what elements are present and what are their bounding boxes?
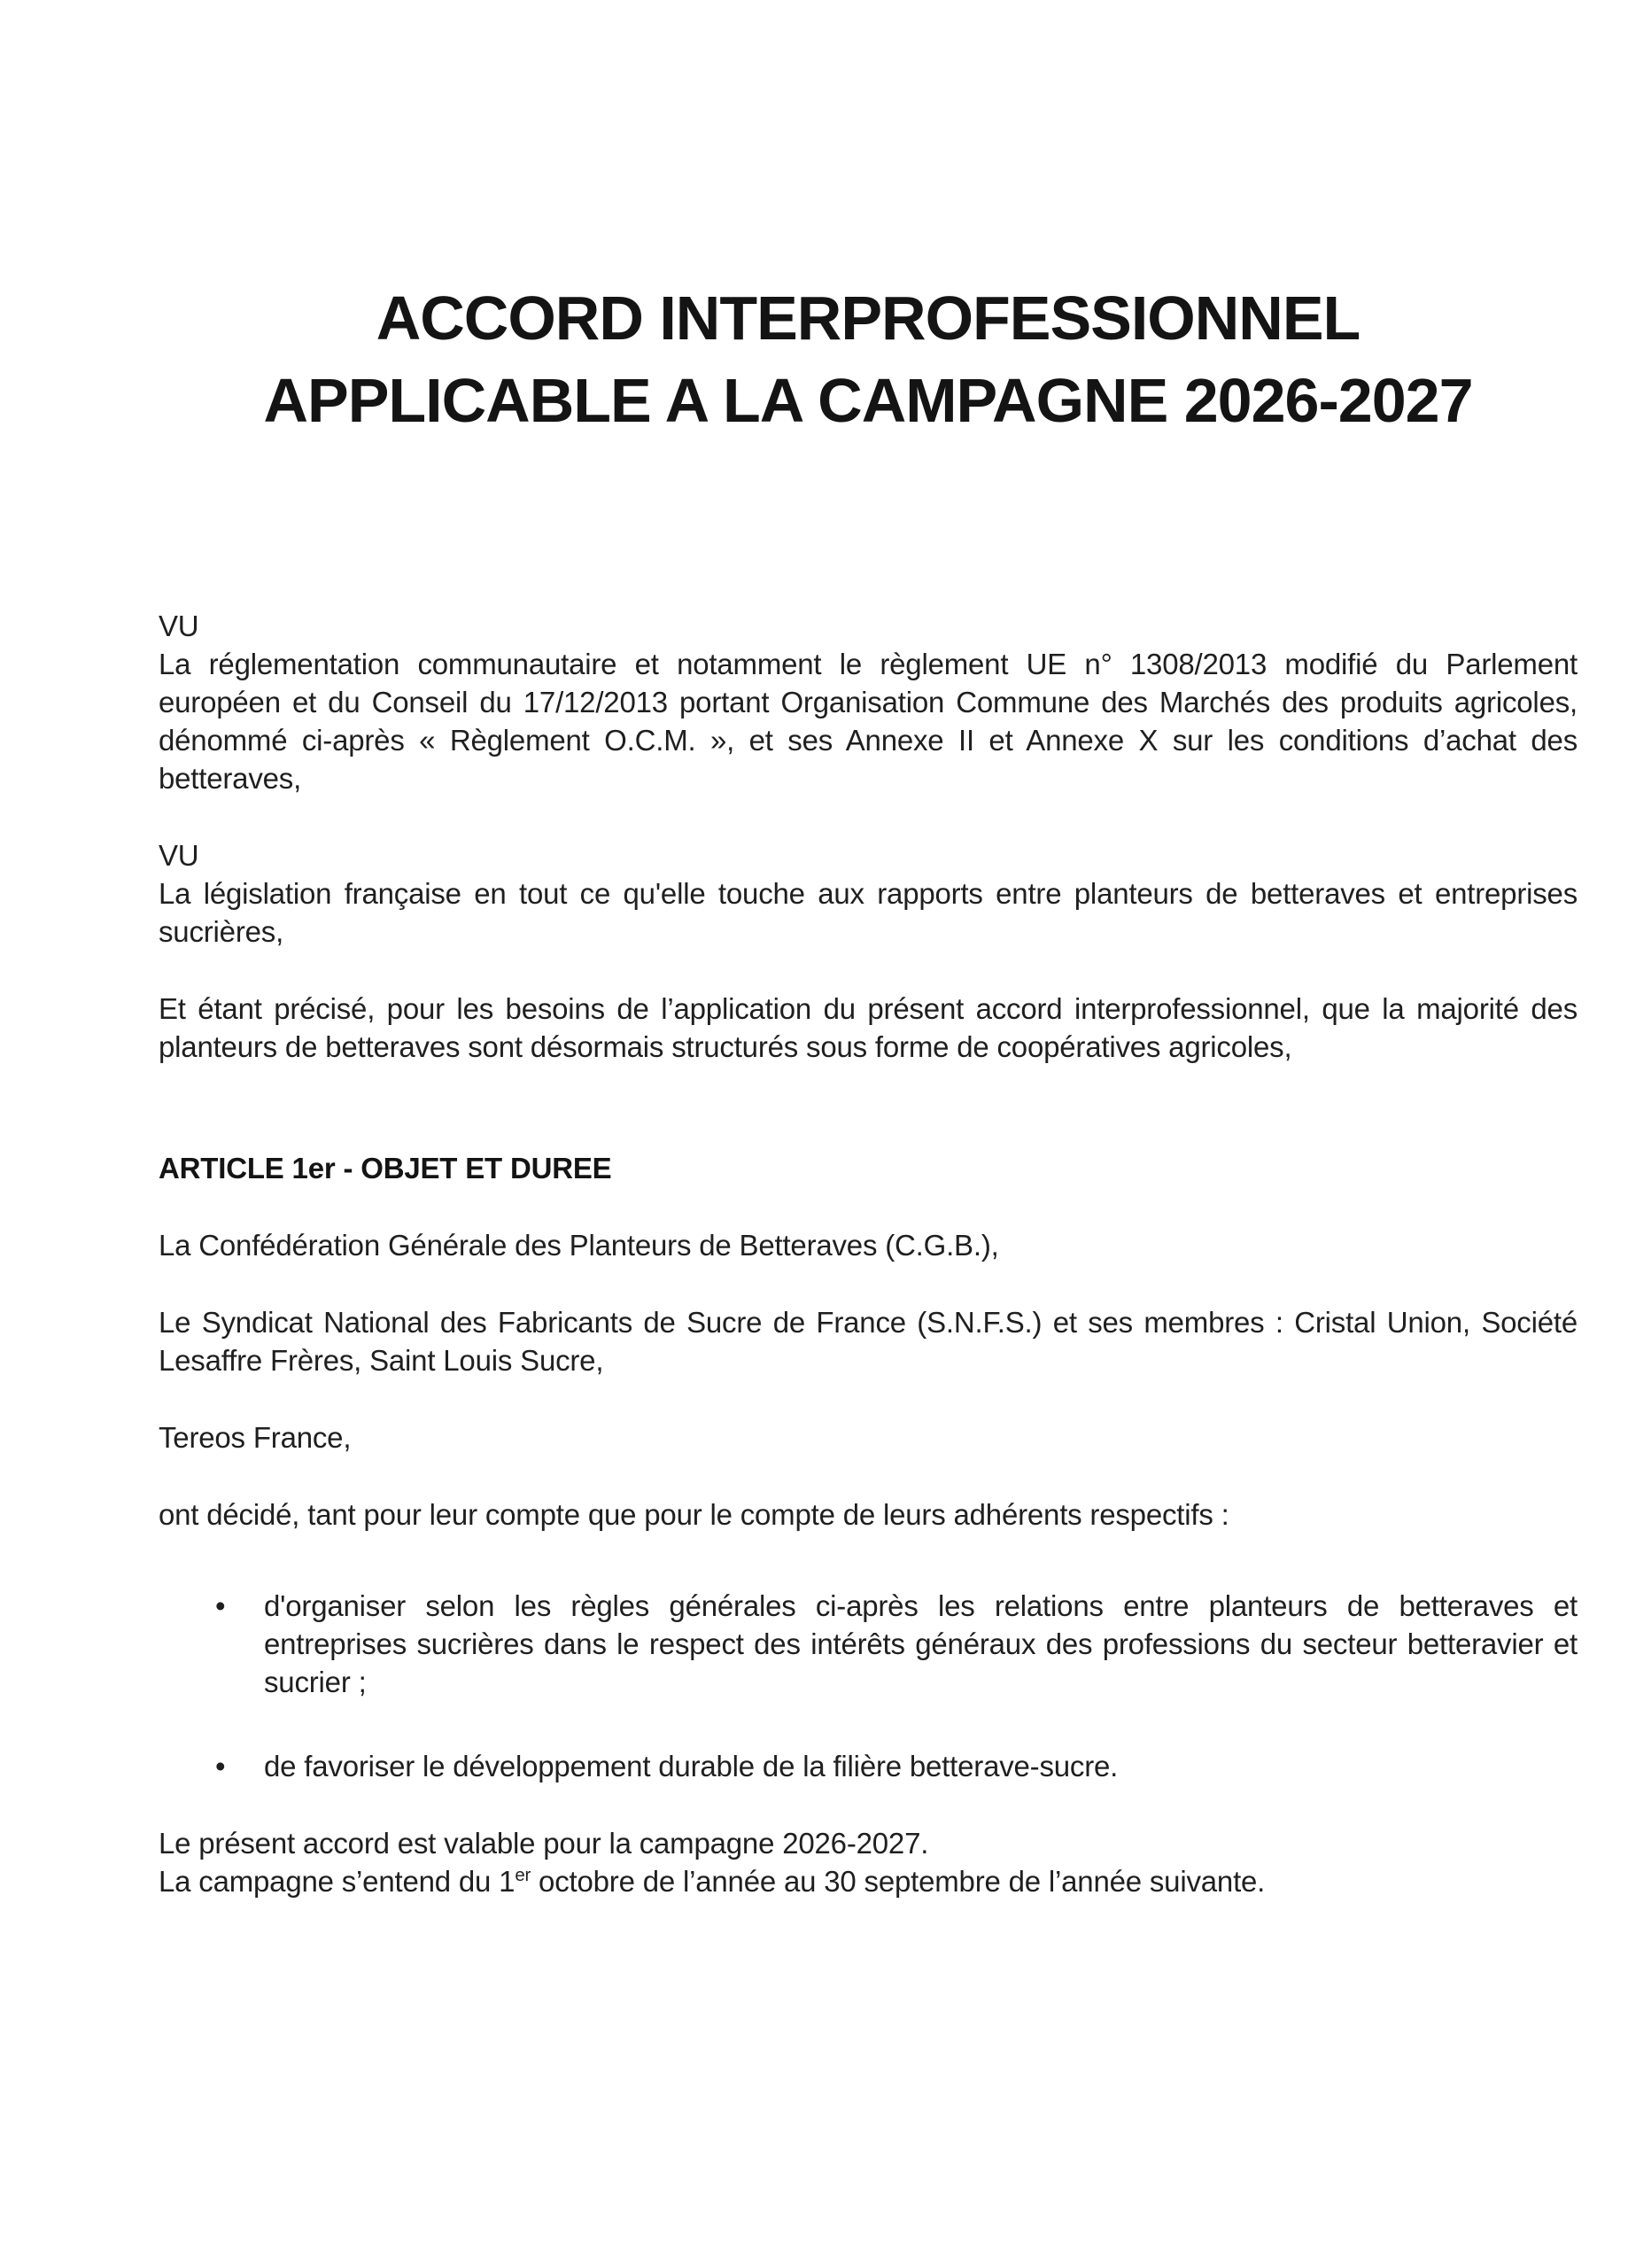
party-cgb: La Confédération Générale des Planteurs de Betteraves (C.G.B.), [159,1229,999,1262]
party-tereos: Tereos France, [159,1421,352,1454]
validity-line-1: Le présent accord est valable pour la campagne 2026-2027. [159,1827,929,1860]
article-1-heading: ARTICLE 1er - OBJET ET DUREE [159,1152,612,1184]
bullet-item-favoriser: • de favoriser le développement durable de la filière betterave-sucre. [264,1747,1578,1785]
validity-line-2-suffix: octobre de l’année au 30 septembre de l’année suivante. [531,1865,1266,1898]
vu-clause-1 [159,607,1578,797]
vu-clause-2 [159,836,1578,951]
document-title [159,277,1578,442]
vu-clause-1-text: La réglementation communautaire et notamment le règlement UE n° 1308/2013 modifié du Parlement européen et du Conseil du 17/12/2013 portant Organisation Commune des Marchés des produits agricoles, dénommé ci-après « Règlement O.C.M. », et ses Annexe II et Annexe X sur les conditions d’achat des betteraves, [159,648,1578,795]
vu-clause-1-label: VU [159,610,199,642]
title-line-1: ACCORD INTERPROFESSIONNEL [376,284,1361,353]
title-line-2: APPLICABLE A LA CAMPAGNE 2026-2027 [263,366,1473,435]
vu-clause-2-label: VU [159,839,199,872]
vu-clause-2-text: La législation française en tout ce qu'elle touche aux rapports entre planteurs de betteraves et entreprises sucrières, [159,877,1578,948]
validity-paragraph [159,1824,1578,1900]
party-snfs: Le Syndicat National des Fabricants de Sucre de France (S.N.F.S.) et ses membres : Cristal Union, Société Lesaffre Frères, Saint Louis Sucre, [159,1306,1578,1377]
validity-ordinal-superscript: er [515,1865,531,1885]
precision-paragraph: Et étant précisé, pour les besoins de l’application du présent accord interprofessionnel, que la majorité des planteurs de betteraves sont désormais structurés sous forme de coopératives agricoles, [159,992,1578,1063]
bullet-item-organiser: • d'organiser selon les règles générales ci-après les relations entre planteurs de betteraves et entreprises sucrières dans le respect des intérêts généraux des professions du secteur betteravier et sucrier ; [264,1587,1578,1701]
decision-intro: ont décidé, tant pour leur compte que pour le compte de leurs adhérents respectifs : [159,1498,1229,1531]
validity-line-2 [159,1865,1265,1898]
validity-line-2-prefix: La campagne s’entend du 1 [159,1865,516,1898]
decision-bullet-list [159,1587,1578,1785]
